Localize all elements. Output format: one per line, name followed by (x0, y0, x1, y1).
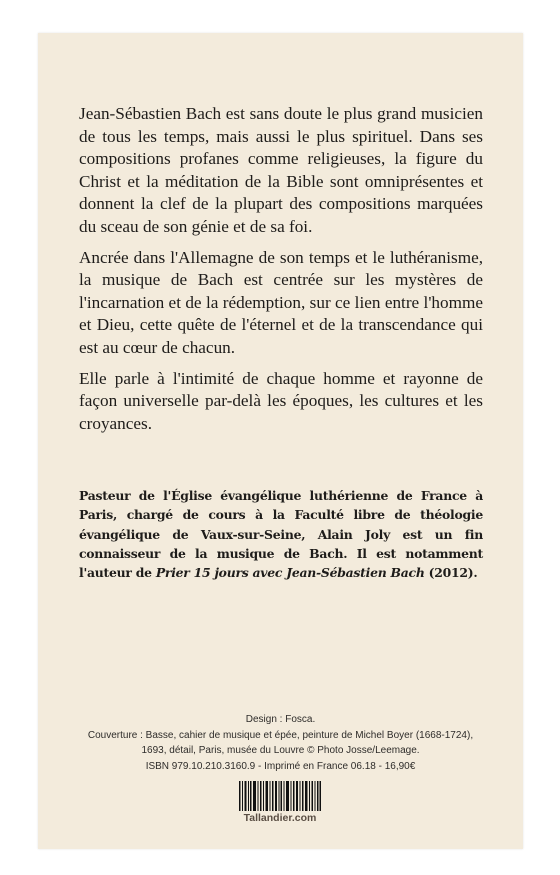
book-title-reference: Prier 15 jours avec Jean-Sébastien Bach (155, 565, 425, 581)
description-paragraph-3: Elle parle à l'intimité de chaque homme et rayonne de façon universelle par-delà les époques, les cultures et les croyances. (79, 368, 483, 433)
barcode-icon (239, 781, 321, 811)
cover-credit-line-1: Couverture : Basse, cahier de musique et épée, peinture de Michel Boyer (1668-1724), (87, 729, 474, 741)
description-paragraph-2: Ancrée dans l'Allemagne de son temps et le luthéranisme, la musique de Bach est centrée sur les mystères de l'incarnation et de la rédemption, sur ce lien entre l'homme et Dieu, cette quête de l'éternel et de la transcendance qui est au cœur de chacun. (79, 247, 483, 357)
author-bio-text: Pasteur de l'Église évangélique luthérienne de France à Paris, chargé de cours à la Faculté libre de théologie évangélique de Vaux-sur-Seine, Alain Joly est un fin connaisseur de la musique de Bach. Il est notamment l'auteur de (79, 488, 483, 581)
book-description (79, 103, 483, 443)
author-bio (79, 486, 483, 582)
publisher-name: Tallandier.com (243, 812, 317, 824)
isbn-price-line: ISBN 979.10.210.3160.9 - Imprimé en France 06.18 - 16,90€ (145, 760, 416, 772)
design-credit: Design : Fosca. (245, 714, 316, 725)
author-bio-year: (2012). (424, 565, 478, 581)
description-paragraph-1: Jean-Sébastien Bach est sans doute le plus grand musicien de tous les temps, mais aussi le plus spirituel. Dans ses compositions profanes comme religieuses, la figure du Christ et la méditation de la Bible sont omniprésentes et donnent la clef de la plupart des compositions marquées du sceau de son génie et de sa foi. (79, 104, 483, 236)
credits (60, 712, 501, 774)
cover-credit-line-2: 1693, détail, Paris, musée du Louvre © Photo Josse/Leemage. (141, 745, 420, 756)
